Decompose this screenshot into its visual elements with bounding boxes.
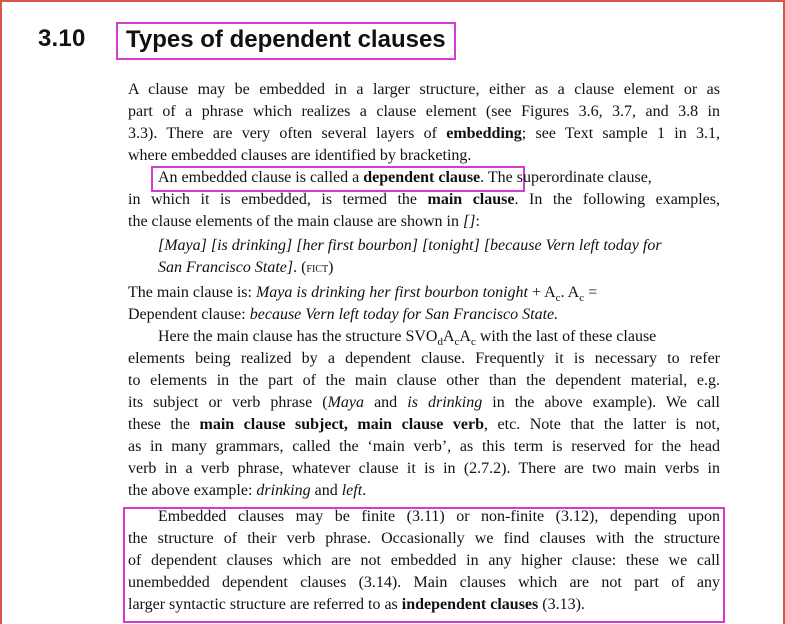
p4-line-5: these the main clause subject, main clause verb, etc. Note that the latter is not, [128, 416, 721, 433]
p5-line-5: larger syntactic structure are referred to as independent clauses (3.13). [128, 596, 585, 613]
body-text [128, 79, 720, 616]
p3-line-1: The main clause is: Maya is drinking her first bourbon tonight + $A_c$. $A_c$ = [128, 284, 598, 305]
example-line-2: San Francisco State]. (fict) [158, 259, 334, 276]
example-line-1: [Maya] [is drinking] [her first bourbon] [tonight] [because Vern left today for [158, 237, 662, 254]
p2-line-3: the clause elements of the main clause are shown in []: [128, 213, 480, 230]
p3-line-2: Dependent clause: because Vern left today for San Francisco State. [128, 306, 559, 323]
p1-line-3: 3.3). There are very often several layers of embedding; see Text sample 1 in 3.1, [128, 125, 720, 142]
p5-line-4: unembedded dependent clauses (3.14). Main clauses which are not part of any [128, 574, 720, 591]
p4-line-2: elements being realized by a dependent clause. Frequently it is necessary to refer [128, 350, 720, 367]
section-number: 3.10 [38, 25, 86, 52]
p4-line-6: as in many grammars, called the ‘main verb’, as this term is reserved for the head [128, 438, 720, 455]
term-main-clause: main clause [427, 191, 515, 208]
p5-line-3: of dependent clauses which are not embedded in any higher clause: these we call [128, 552, 720, 569]
term-independent-clauses: independent clauses [401, 596, 539, 613]
p4-line-1: Here the main clause has the structure $SVO_dA_cA_c$ with the last of these clause [158, 328, 657, 349]
p4-line-7: verb in a verb phrase, whatever clause it is in (2.7.2). There are two main verbs in [128, 460, 720, 477]
example-source: fict [306, 261, 329, 276]
p4-line-8: the above example: drinking and left. [128, 482, 367, 499]
p1-line-1: A clause may be embedded in a larger structure, either as a clause element or as [128, 81, 720, 98]
p5-line-1: Embedded clauses may be finite (3.11) or non-finite (3.12), depending upon [158, 508, 720, 525]
p2-line-1: An embedded clause is called a dependent clause. The superordinate clause, [158, 169, 652, 186]
p1-line-4: where embedded clauses are identified by bracketing. [128, 147, 472, 164]
term-dependent-clause: dependent clause [363, 169, 481, 186]
section-title: Types of dependent clauses [116, 22, 456, 60]
p4-line-3: to elements in the part of the main clause other than the dependent material, e.g. [128, 372, 720, 389]
p2-line-2: in which it is embedded, is termed the main clause. In the following examples, [128, 191, 721, 208]
p5-line-2: the structure of their verb phrase. Occasionally we find clauses with the structure [128, 530, 720, 547]
p1-line-2: part of a phrase which realizes a clause element (see Figures 3.6, 3.7, and 3.8 in [128, 103, 720, 120]
p4-line-4: its subject or verb phrase (Maya and is drinking in the above example). We call [128, 394, 721, 411]
term-embedding: embedding [446, 125, 522, 142]
